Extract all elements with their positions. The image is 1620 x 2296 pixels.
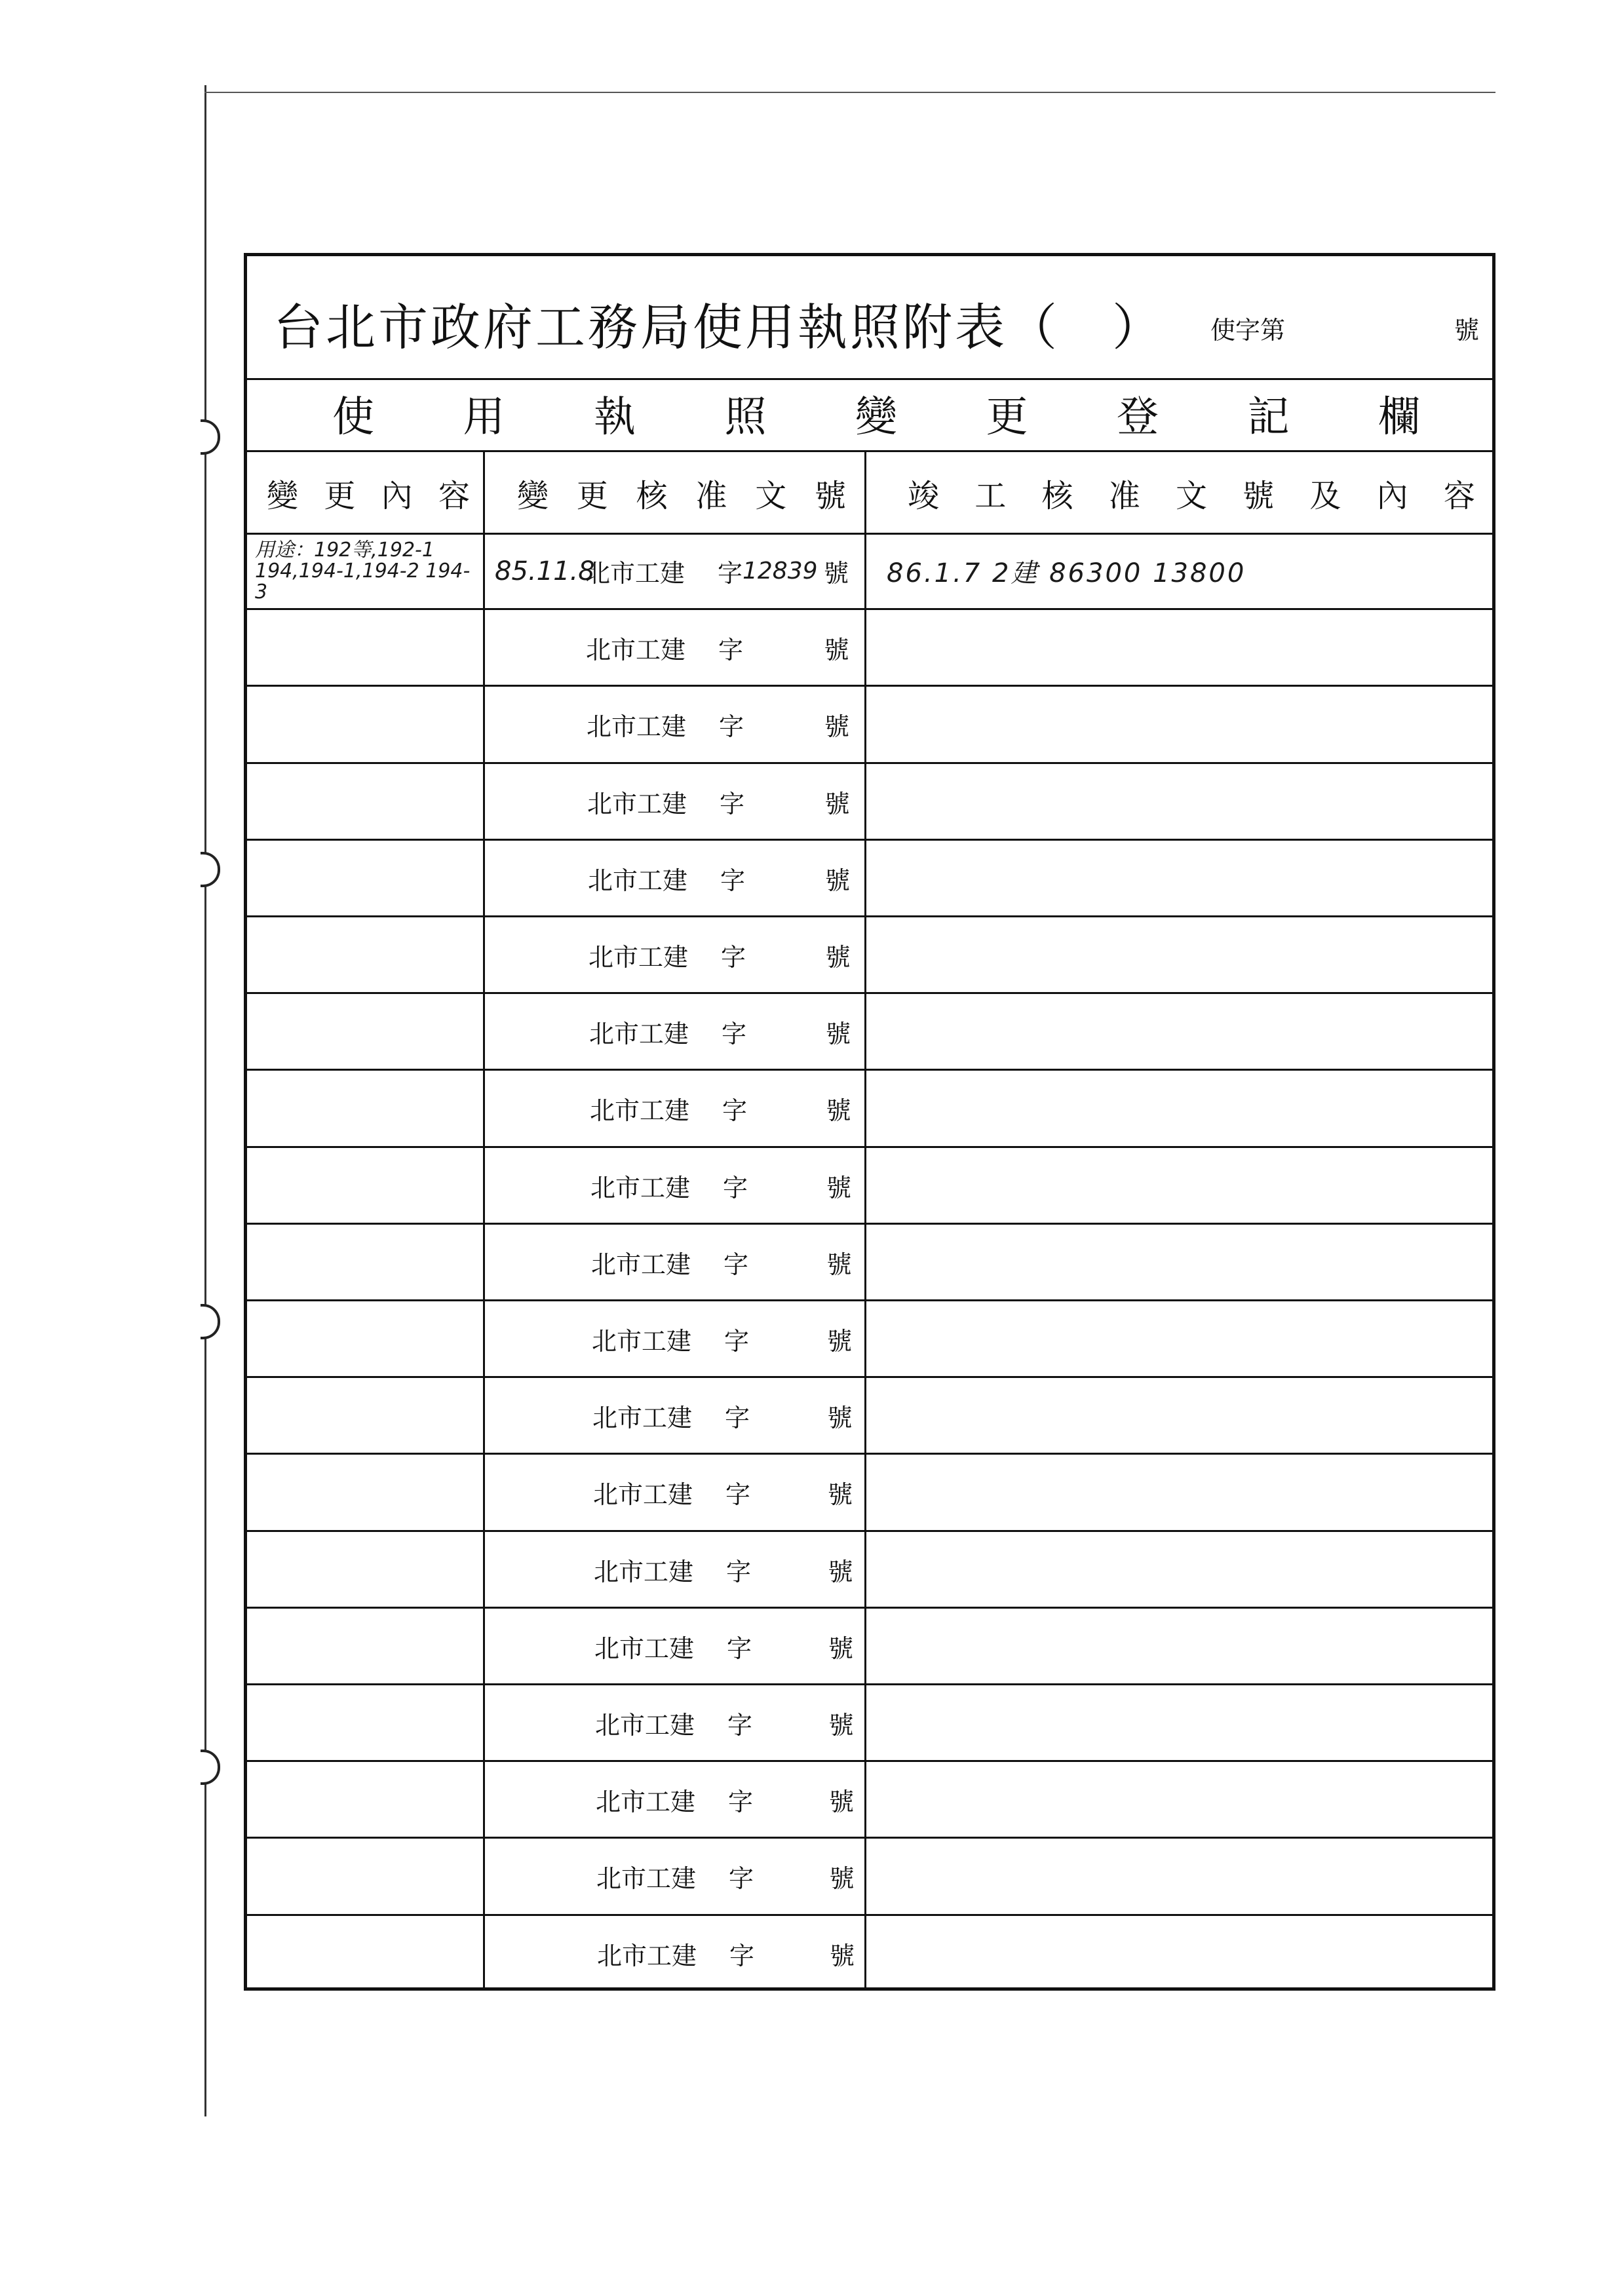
- approval-number-cell: [491, 1454, 862, 1531]
- completion-approval-cell: [887, 1761, 1483, 1838]
- approval-number-cell: [491, 840, 862, 917]
- approval-ref-prefix: 北市工建: [586, 636, 686, 665]
- approval-ref-suffix: 號: [826, 1096, 851, 1126]
- column-header-char: 工: [974, 477, 1007, 514]
- approval-ref-suffix: 號: [829, 1788, 855, 1817]
- section-title-char: 用: [463, 393, 505, 442]
- column-header-char: 及: [1309, 477, 1341, 514]
- approval-number-cell: [491, 763, 862, 840]
- table-row: [247, 993, 1492, 1070]
- column-header-char: 更: [576, 477, 608, 514]
- approval-ref-prefix: 北市工建: [588, 943, 689, 972]
- form-title: 台北市政府工務局使用執照附表（ ）: [273, 298, 1165, 356]
- approval-ref-prefix: 北市工建: [592, 1327, 692, 1356]
- approval-ref-prefix: 北市工建: [587, 789, 687, 818]
- table-row: [247, 1531, 1492, 1608]
- approval-ref-suffix: 號: [825, 943, 851, 972]
- approval-number-cell: [491, 1301, 862, 1377]
- binding-hole: [201, 1304, 220, 1339]
- approval-ref-suffix: 號: [824, 789, 850, 818]
- approval-number-cell: [491, 1915, 862, 1992]
- approval-ref-suffix: 號: [827, 1404, 853, 1433]
- change-content-cell: [255, 1147, 478, 1224]
- column-header-char: 准: [695, 477, 727, 514]
- column-header-char: 文: [1175, 477, 1207, 514]
- column-header-char: 號: [1243, 477, 1275, 514]
- completion-approval-cell: [887, 763, 1483, 840]
- section-title-char: 使: [332, 393, 374, 442]
- approval-ref-char: 字: [725, 1480, 751, 1510]
- approval-ref-suffix: 號: [828, 1557, 853, 1586]
- column-header-char: 文: [755, 477, 787, 514]
- approval-ref-prefix: 北市工建: [593, 1480, 693, 1510]
- column-header-char: 竣: [908, 477, 940, 514]
- table-row: [247, 763, 1492, 840]
- change-content-cell: [255, 1838, 478, 1915]
- change-content-cell: [255, 1608, 478, 1685]
- table-row: [247, 1070, 1492, 1147]
- rule-line: [247, 378, 1492, 380]
- change-content-cell: [255, 686, 478, 763]
- completion-approval-cell: [887, 1915, 1483, 1992]
- column-header-char: 變: [517, 477, 549, 514]
- approval-ref-suffix: 號: [830, 1941, 855, 1970]
- change-content-cell: [255, 1531, 478, 1608]
- section-title: [247, 381, 1492, 446]
- column-header-char: 核: [636, 477, 668, 514]
- approval-ref-suffix: 號: [824, 559, 849, 588]
- change-content-cell: [255, 1685, 478, 1761]
- binding-hole: [201, 852, 220, 887]
- table-row: [247, 1377, 1492, 1454]
- approval-ref-char: 字: [724, 1327, 750, 1356]
- completion-approval-cell: [887, 917, 1483, 993]
- change-content-cell: [255, 1377, 478, 1454]
- approval-ref-suffix: 號: [827, 1327, 853, 1356]
- approval-ref-number: 12839: [742, 558, 818, 585]
- completion-approval-cell: [887, 686, 1483, 763]
- column-header-char: 容: [438, 477, 470, 514]
- change-content-cell: [255, 917, 478, 993]
- approval-ref-char: 字: [718, 636, 744, 665]
- permit-amendment-form: [244, 253, 1495, 1991]
- table-row: [247, 840, 1492, 917]
- page-top-line: [204, 92, 1495, 93]
- approval-ref-prefix: 北市工建: [596, 1788, 696, 1817]
- completion-approval-cell: 86.1.7 2建 86300 13800: [887, 558, 1246, 589]
- change-content-cell: [255, 1070, 478, 1147]
- approval-ref-suffix: 號: [826, 1173, 852, 1202]
- approval-ref-prefix: 北市工建: [594, 1634, 695, 1663]
- change-content-cell: [255, 993, 478, 1070]
- approval-ref-prefix: 北市工建: [597, 1941, 697, 1970]
- section-title-char: 變: [855, 393, 897, 442]
- approval-number-cell: [491, 1685, 862, 1761]
- completion-approval-cell: [887, 1377, 1483, 1454]
- column-header-char: 准: [1108, 477, 1140, 514]
- section-title-char: 欄: [1378, 393, 1420, 442]
- approval-ref-char: 字: [722, 1020, 747, 1049]
- approval-ref-prefix: 北市工建: [591, 1250, 691, 1279]
- approval-number-cell: [491, 1531, 862, 1608]
- approval-number-cell: [491, 1377, 862, 1454]
- column-header-char: 號: [814, 477, 846, 514]
- completion-approval-cell: [887, 1838, 1483, 1915]
- change-content-cell: [255, 840, 478, 917]
- table-row: [247, 1761, 1492, 1838]
- approval-ref-prefix: 北市工建: [590, 1096, 690, 1126]
- approval-ref-prefix: 北市工建: [596, 1864, 697, 1894]
- completion-approval-cell: [887, 1454, 1483, 1531]
- table-row: [247, 1224, 1492, 1301]
- approval-ref-char: 字: [719, 712, 744, 742]
- approval-number-cell: [491, 686, 862, 763]
- permit-number-label: 使字第: [1210, 316, 1286, 345]
- approval-number-cell: [491, 993, 862, 1070]
- approval-number-cell: [491, 1608, 862, 1685]
- table-row: [247, 1301, 1492, 1377]
- approval-ref-char: 字: [725, 1404, 750, 1433]
- approval-ref-char: 字: [726, 1557, 752, 1586]
- table-row: [247, 609, 1492, 686]
- section-title-char: 記: [1247, 393, 1290, 442]
- rule-line: [247, 450, 1492, 452]
- approval-ref-prefix: 北市工建: [588, 866, 688, 895]
- completion-approval-cell: [887, 1608, 1483, 1685]
- approval-ref-char: 字: [727, 1634, 752, 1663]
- completion-approval-cell: [887, 609, 1483, 686]
- approval-number-cell: [491, 1224, 862, 1301]
- approval-ref-char: 字: [723, 1173, 748, 1202]
- approval-ref-char: 字: [729, 1941, 755, 1970]
- approval-ref-prefix: 北市工建: [590, 1173, 691, 1202]
- change-content-cell: [255, 763, 478, 840]
- table-row: [247, 533, 1492, 609]
- completion-approval-cell: [887, 1685, 1483, 1761]
- table-row: [247, 1608, 1492, 1685]
- approval-ref-suffix: 號: [825, 866, 851, 895]
- column-header-char: 核: [1041, 477, 1073, 514]
- binding-hole: [201, 1750, 220, 1785]
- approval-ref-prefix: 北市工建: [592, 1404, 693, 1433]
- column-header-char: 內: [381, 477, 413, 514]
- approval-ref-prefix: 北市工建: [585, 559, 685, 588]
- page-edge-line: [204, 85, 206, 2116]
- change-content-cell: [255, 1301, 478, 1377]
- section-title-char: 照: [724, 393, 767, 442]
- table-row: [247, 1454, 1492, 1531]
- approval-ref-char: 字: [720, 866, 746, 895]
- approval-ref-prefix: 北市工建: [587, 712, 687, 742]
- approval-ref-char: 字: [722, 1096, 748, 1126]
- approval-number-cell: [491, 1838, 862, 1915]
- approval-ref-suffix: 號: [824, 636, 849, 665]
- approval-ref-prefix: 北市工建: [595, 1711, 695, 1740]
- completion-approval-cell: [887, 1224, 1483, 1301]
- section-title-char: 登: [1117, 393, 1159, 442]
- change-content-cell: [255, 1761, 478, 1838]
- approval-ref-char: 字: [729, 1864, 754, 1894]
- section-title-char: 執: [594, 393, 636, 442]
- approval-number-cell: [491, 1761, 862, 1838]
- change-content-cell: 用途：192等,192-1 194,194-1,194-2 194-3: [255, 538, 471, 603]
- change-content-cell: [255, 1224, 478, 1301]
- change-content-cell: [255, 1915, 478, 1992]
- completion-approval-cell: [887, 1147, 1483, 1224]
- approval-ref-suffix: 號: [828, 1634, 854, 1663]
- approval-number-cell: [491, 609, 862, 686]
- completion-approval-cell: [887, 993, 1483, 1070]
- approval-number-cell: [491, 1147, 862, 1224]
- table-row: [247, 1838, 1492, 1915]
- completion-approval-cell: [887, 1531, 1483, 1608]
- table-row: [247, 686, 1492, 763]
- approval-ref-char: 字: [721, 943, 746, 972]
- column-header-char: 容: [1443, 477, 1475, 514]
- approval-ref-prefix: 北市工建: [594, 1557, 694, 1586]
- section-title-char: 更: [986, 393, 1028, 442]
- completion-approval-cell: [887, 1070, 1483, 1147]
- approval-number-cell: [491, 1070, 862, 1147]
- approval-ref-prefix: 北市工建: [589, 1020, 689, 1049]
- approval-ref-suffix: 號: [828, 1480, 853, 1510]
- column-header-char: 變: [267, 477, 299, 514]
- table-row: [247, 1915, 1492, 1992]
- column-header-char: 更: [324, 477, 356, 514]
- approval-ref-char: 字: [723, 1250, 749, 1279]
- approval-ref-char: 字: [727, 1711, 753, 1740]
- table-row: [247, 917, 1492, 993]
- change-content-cell: [255, 1454, 478, 1531]
- table-row: [247, 1685, 1492, 1761]
- completion-approval-cell: [887, 840, 1483, 917]
- column-header-completion-approval: [879, 453, 1488, 533]
- binding-hole: [201, 419, 220, 455]
- table-row: [247, 1147, 1492, 1224]
- approval-ref-suffix: 號: [824, 712, 850, 742]
- permit-number-suffix: 號: [1454, 316, 1479, 345]
- column-header-change-content: [254, 453, 483, 533]
- column-header-approval-number: [497, 453, 866, 533]
- approval-ref-suffix: 號: [826, 1250, 852, 1279]
- approval-number-cell: [491, 533, 862, 609]
- completion-approval-cell: [887, 1301, 1483, 1377]
- column-header-char: 內: [1376, 477, 1408, 514]
- change-content-cell: [255, 609, 478, 686]
- approval-ref-char: 字: [728, 1788, 754, 1817]
- approval-date: 85.11.8: [495, 556, 595, 586]
- approval-ref-char: 字: [720, 789, 745, 818]
- approval-number-cell: [491, 917, 862, 993]
- approval-ref-char: 字: [718, 559, 743, 588]
- approval-ref-suffix: 號: [826, 1020, 851, 1049]
- approval-ref-suffix: 號: [829, 1864, 855, 1894]
- approval-ref-suffix: 號: [828, 1711, 854, 1740]
